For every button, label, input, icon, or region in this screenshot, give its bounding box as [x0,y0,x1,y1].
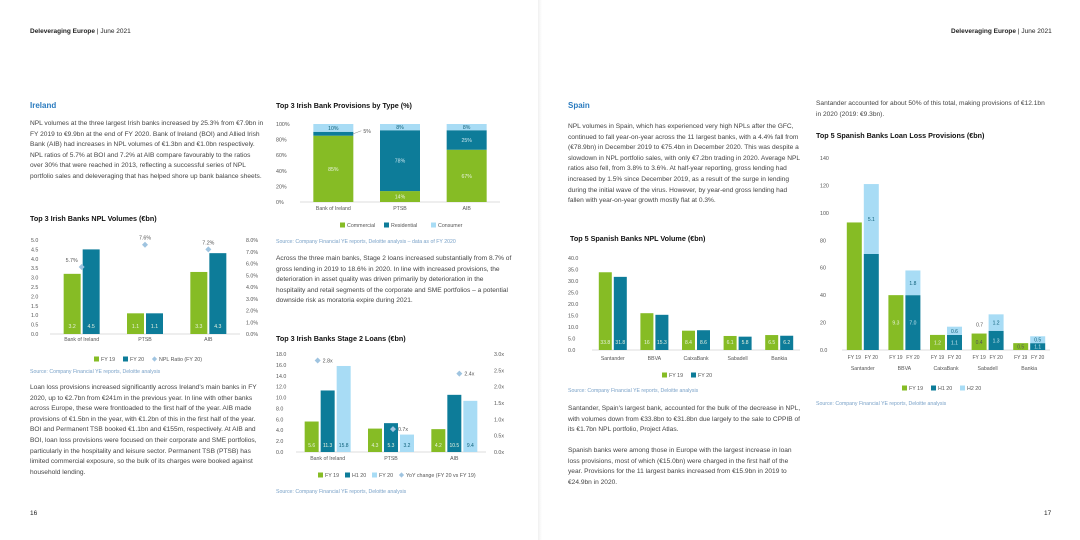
y-tick-label: 100% [276,122,290,128]
legend-label: Residential [391,223,418,229]
period-label: FY 20 [1031,355,1045,361]
legend-label: H2 20 [967,386,982,392]
x-tick-label: Sabadell [727,356,748,362]
legend-label: FY 20 [379,473,394,479]
header-left: Deleveraging Europe | June 2021 [30,28,131,35]
y-tick-label: 10.0 [568,325,579,331]
chart-title: Top 5 Spanish Banks NPL Volume (€bn) [570,234,706,243]
ireland-para-1: NPL volumes at the three largest Irish banks increased by 25.3% from €7.9bn in FY 2019 to €9.9bn at the end of FY 2020. Bank of Ireland (BOI) and Allied Irish Bank (AIB) had increases in NPL volumes of €1.3bn and €1.0bn respectively. NPL ratios of 5.7% at BOI and 7.2% at AIB compare favourably to the ratios over 30% that were reached in 2013, reflecting a successful series of NPL portfolio sales and deleveraging that has helped shore up bank balance sheets. [30,120,264,180]
bar-value-label: 4.2 [434,443,442,449]
legend-label: Commercial [347,223,376,229]
legend-label: NPL Ratio (FY 20) [159,357,202,363]
y2-tick-label: 0.0% [246,332,259,338]
x-tick-label: Bank of Ireland [310,456,346,462]
chart-source: Source: Company Financial YE reports, Deloitte analysis [276,489,407,495]
ireland-para-2: Loan loss provisions increased significantly across Ireland's main banks in FY 2020, up to €2.7bn from €241m in the previous year. In line with other banks across Europe, these were frontloaded to the first half of the year. AIB made provisions of €1.5bn in the year, with €1.2bn of this in the first half of the year. BOI and Permanent TSB booked €1.1bn and €155m, respectively. At AIB and BOI, loan loss provisions were focused on their corporate and SME portfolios, particularly in the hospitality and leisure sector. Permanent TSB (PTSB) has limited commercial exposure, so the bulk of its charges were booked against household lending. [30,384,257,476]
y2-tick-label: 5.0% [246,273,259,280]
npl-ratio-label: 7.6% [138,235,152,242]
chart-title: Top 3 Irish Banks NPL Volumes (€bn) [30,214,157,223]
report-title: Deleveraging Europe [951,28,1017,35]
bar-value-label: 15.3 [657,340,667,346]
x-tick-label: Bankia [771,356,788,362]
bar-value-label: 1.1 [1034,344,1042,351]
legend-swatch [123,357,128,362]
x-tick-label: AIB [450,456,459,462]
y2-tick-label: 7.0% [246,249,259,256]
yoy-label: 0.7x [398,427,409,434]
y2-tick-label: 3.0% [246,296,259,303]
bar-h1-20 [864,254,879,350]
spain-para-2: Santander, Spain's largest bank, accounted for the bulk of the decrease in NPL, with volumes down from €33.8bn to €31.8bn due largely to the sale to CPPIB of its €1.7bn NPL portfolio, Project Atlas. [568,405,801,434]
bar-value-label: 0.6 [951,328,958,335]
x-tick-label: PTSB [384,456,398,462]
segment-value-label: 78% [394,158,406,165]
y2-tick-label: 4.0% [246,285,259,291]
legend-label: H1 20 [352,473,367,479]
yoy-label: 2.4x [464,371,475,378]
y-tick-label: 0% [276,200,284,206]
y-tick-label: 35.0 [568,267,579,274]
report-date: June 2021 [100,28,131,35]
legend-label: FY 19 [101,357,116,363]
chart-source: Source: Company Financial YE reports, Deloitte analysis [568,388,699,394]
y-tick-label: 8.0 [276,406,284,413]
bar-value-label: 4.3 [214,324,222,330]
bar-value-label: 1.1 [131,324,140,330]
y-tick-label: 60 [820,265,826,272]
section-title-spain: Spain [568,101,590,110]
y2-tick-label: 6.0% [246,261,259,268]
y-tick-label: 4.0 [276,428,284,435]
legend-swatch [94,357,99,362]
legend-label: FY 19 [669,373,684,379]
yoy-label: 2.8x [322,358,333,365]
y-tick-label: 1.0 [31,313,39,320]
bar-value-label: 1.2 [934,340,941,347]
spain-para-4: Santander accounted for about 50% of this total, making provisions of €12.1bn in 2020 (2019: €9.3bn). [816,100,1045,118]
label-leader [353,131,361,134]
y-tick-label: 1.5 [31,303,39,310]
y2-tick-label: 0.5x [494,433,505,440]
y-tick-label: 3.0 [31,275,39,282]
npl-ratio-marker [205,246,211,252]
bar-value-label: 1.2 [992,320,1000,327]
page-gutter [538,0,542,540]
legend-swatch [931,386,936,391]
spain-para-3: Spanish banks were among those in Europe with the largest increase in loan loss provisions, most of which (€15.0bn) were charged in the first half of the year. Provisions for the 11 largest banks increased from €15.9bn in 2019 to €24.9bn in 2020. [568,447,792,486]
chart-title: Top 3 Irish Bank Provisions by Type (%) [276,101,412,110]
y-tick-label: 30.0 [568,279,579,285]
header-right: Deleveraging Europe | June 2021 [951,28,1052,35]
y2-tick-label: 1.0x [494,417,505,424]
bar-value-label: 5.6 [308,443,316,449]
legend-swatch [960,386,965,391]
y-tick-label: 0.0 [820,348,828,354]
bar-value-label: 0.5 [1034,337,1042,344]
y2-tick-label: 3.0x [494,352,505,358]
y-tick-label: 18.0 [276,352,287,358]
y-tick-label: 10.0 [276,395,287,402]
y-tick-label: 2.5 [31,285,39,291]
irish-stage2-chart [274,346,514,482]
period-label: FY 20 [989,355,1003,361]
bar-value-label: 10.5 [449,443,460,449]
bar [83,249,100,334]
bar [209,253,226,334]
spain-para-1: NPL volumes in Spain, which has experienced very high NPLs after the GFC, continued to fall year-on-year across the 11 largest banks, with a 4.4% fall from (€78.9bn) in December 2019 to €75.4bn in December 2020. This was despite a slowdown in NPL portfolio sales, with only €7.2bn trading in 2020. Average NPL ratios also fell, from 3.8% to 3.6%. At half-year reporting, gross lending had increased by 1.5% since December 2019, as a result of the surge in lending during the initial wave of the virus. However, by year-end gross lending had fallen with year-on-year growth mostly flat at 0.3%. [568,123,800,205]
legend-swatch [902,386,907,391]
y-tick-label: 20 [820,320,826,327]
bar-value-label: 0.5 [1017,344,1025,351]
legend-swatch [340,223,345,228]
legend-swatch [318,473,323,478]
bar-value-label: 4.3 [371,443,379,449]
bar-value-label: 3.2 [68,324,76,330]
irish-provisions-chart [274,116,510,234]
legend-label: FY 19 [909,386,924,392]
y-tick-label: 4.5 [31,247,39,254]
y-tick-label: 80% [276,137,287,144]
bar-value-label: 3.3 [195,324,203,330]
y-tick-label: 12.0 [276,384,287,391]
y-tick-label: 5.0 [31,238,39,244]
chart-source: Source: Company Financial YE reports, Deloitte analysis [30,369,161,375]
y-tick-label: 2.0 [31,294,39,301]
x-tick-label: Santander [600,356,625,362]
y-tick-label: 16.0 [276,362,287,369]
period-label: FY 19 [930,355,945,361]
y2-tick-label: 0.0x [494,450,505,456]
y-tick-label: 0.5 [31,322,39,329]
x-tick-label: AIB [462,206,471,212]
period-label: FY 20 [906,355,920,361]
y-tick-label: 0.0 [568,348,576,354]
period-label: FY 19 [1014,355,1028,361]
x-tick-label: PTSB [138,337,152,343]
npl-ratio-label: 5.7% [65,258,78,265]
bar-value-label: 11.3 [322,443,333,449]
page-number-left: 16 [30,510,38,517]
bar-value-label: 8.6 [700,340,707,346]
y-tick-label: 0.0 [31,332,39,338]
y-tick-label: 15.0 [568,313,579,320]
bar-value-label: 0.7 [976,322,984,329]
bar-value-label: 7.0 [909,320,917,327]
y-tick-label: 0.0 [276,450,284,456]
bar-value-label: 4.5 [87,324,95,330]
section-title-ireland: Ireland [30,101,57,110]
y2-tick-label: 1.5x [494,401,505,407]
segment-value-label: 8% [462,125,471,132]
period-label: FY 20 [947,355,962,361]
chart-source: Source: Company Financial YE reports, Deloitte analysis [816,401,947,407]
legend-label: Consumer [438,223,463,229]
y-tick-label: 2.0 [276,439,284,446]
y2-tick-label: 2.5x [494,368,505,375]
legend-marker [399,472,404,477]
legend-swatch [431,223,436,228]
spain-provisions-chart [814,150,1054,396]
legend-label: YoY change (FY 20 vs FY 19) [406,473,476,479]
spain-npl-chart [566,250,806,380]
y-tick-label: 4.0 [31,256,39,263]
y2-tick-label: 2.0x [494,384,505,391]
bar-value-label: 1.3 [992,338,1000,345]
legend-swatch [372,473,377,478]
bar-value-label: 9.3 [892,320,900,327]
bar-value-label: 1.8 [909,280,917,287]
report-title: Deleveraging Europe [30,28,96,35]
bar [337,366,351,452]
x-tick-label: Sabadell [977,366,998,372]
segment-value-label: 85% [328,166,339,173]
bar-value-label: 6.2 [783,340,791,346]
segment-value-label: 8% [396,125,404,132]
report-date: June 2021 [1021,28,1052,35]
legend-label: FY 20 [130,357,145,363]
chart-title: Top 5 Spanish Banks Loan Loss Provisions (€bn) [816,131,985,140]
y-tick-label: 40.0 [568,256,579,262]
bar-value-label: 5.3 [387,443,395,449]
yoy-marker [456,371,462,377]
period-label: FY 19 [889,355,903,361]
bar-value-label: 31.8 [615,340,626,346]
x-tick-label: Bank of Ireland [64,337,100,343]
x-tick-label: Bank of Ireland [315,206,351,212]
y2-tick-label: 1.0% [246,320,259,327]
segment-value-label: 10% [328,125,339,132]
y-tick-label: 14.0 [276,373,287,380]
x-tick-label: Bankia [1021,366,1038,372]
bar-value-label: 9.4 [466,443,474,449]
legend-swatch [345,473,350,478]
legend-swatch [662,373,667,378]
ireland-para-3: Across the three main banks, Stage 2 loans increased substantially from 8.7% of gross lending in 2019 to 18.6% in 2020. In line with increased provisions, the deterioration in asset quality was driven primarily by deterioration in the hospitality and retail segments of the corporate and SME portfolios – a potential downside risk as moratoria expire during 2021. [276,255,512,305]
bar [599,272,612,350]
bar-value-label: 8.4 [685,340,692,346]
y2-tick-label: 8.0% [246,238,259,244]
bar-value-label: 1.1 [951,340,958,347]
legend-marker [152,356,157,361]
x-tick-label: PTSB [393,206,407,212]
npl-ratio-marker [142,242,148,248]
legend-swatch [691,373,696,378]
legend-label: FY 20 [698,373,713,379]
x-tick-label: BBVA [647,356,662,362]
y2-tick-label: 2.0% [246,308,259,315]
x-tick-label: AIB [204,337,213,343]
y-tick-label: 5.0 [568,336,576,343]
bar-value-label: 16 [644,340,650,346]
y-tick-label: 120 [820,183,829,190]
y-tick-label: 20.0 [568,302,579,308]
bar-value-label: 0.4 [975,339,983,346]
irish-npl-chart [28,228,268,368]
x-tick-label: BBVA [897,366,912,372]
y-tick-label: 40 [820,293,826,300]
chart-title: Top 3 Irish Banks Stage 2 Loans (€bn) [276,334,406,343]
y-tick-label: 25.0 [568,290,579,297]
x-tick-label: CaixaBank [683,356,709,362]
legend-label: H1 20 [938,386,953,392]
npl-ratio-label: 7.2% [202,240,215,247]
period-label: FY 19 [972,355,986,361]
bar-value-label: 15.8 [338,443,349,449]
bar-value-label: 6.5 [768,340,776,346]
bar-fy19 [847,222,862,350]
y-tick-label: 3.5 [31,266,39,273]
y-tick-label: 6.0 [276,417,284,424]
bar-value-label: 33.8 [600,340,611,346]
bar-value-label: 5.8 [741,340,749,346]
y-tick-label: 80 [820,238,826,245]
legend-label: FY 19 [325,473,340,479]
y-tick-label: 140 [820,156,829,162]
segment-value-label: 67% [461,173,472,180]
x-tick-label: CaixaBank [933,366,959,372]
segment-value-label: 5% [363,128,371,135]
bar-value-label: 5.1 [867,217,875,224]
y-tick-label: 40% [276,168,287,175]
y-tick-label: 20% [276,184,287,191]
period-label: FY 19 [847,355,861,361]
yoy-marker [315,358,321,364]
y-tick-label: 60% [276,153,287,160]
bar-value-label: 3.2 [403,443,411,449]
y-tick-label: 100 [820,210,829,217]
legend-swatch [384,223,389,228]
chart-source: Source: Company Financial YE reports, Deloitte analysis – data as of FY 2020 [276,239,456,245]
bar-value-label: 6.1 [726,340,734,346]
stacked-bar-segment [313,132,353,136]
x-tick-label: Santander [850,366,875,372]
period-label: FY 20 [864,355,878,361]
segment-value-label: 25% [461,137,472,144]
page-number-right: 17 [1044,510,1052,517]
segment-value-label: 14% [394,194,406,201]
bar-value-label: 1.1 [150,324,159,330]
